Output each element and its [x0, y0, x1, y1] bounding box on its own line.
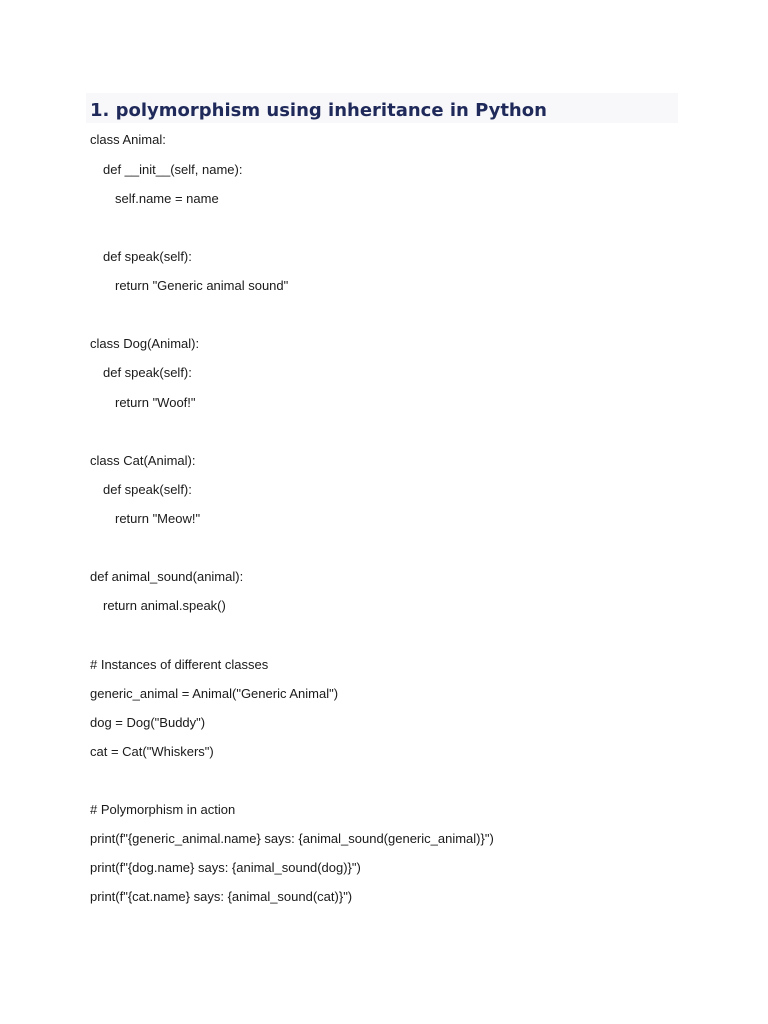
code-line: print(f"{generic_animal.name} says: {animal_sound(generic_animal)}")	[90, 831, 494, 846]
code-line: def animal_sound(animal):	[90, 569, 244, 584]
code-line: def speak(self):	[103, 482, 192, 497]
code-line: print(f"{cat.name} says: {animal_sound(cat)}")	[90, 889, 353, 904]
code-line: # Polymorphism in action	[90, 802, 236, 817]
code-line: return animal.speak()	[103, 598, 226, 613]
code-line: dog = Dog("Buddy")	[90, 715, 206, 730]
code-line: return "Meow!"	[115, 511, 201, 526]
code-line: class Animal:	[90, 132, 166, 147]
code-line: print(f"{dog.name} says: {animal_sound(dog)}")	[90, 860, 361, 875]
code-line: # Instances of different classes	[90, 657, 269, 672]
code-line: def __init__(self, name):	[103, 162, 243, 177]
code-line: self.name = name	[115, 191, 219, 206]
code-line: class Dog(Animal):	[90, 336, 200, 351]
code-line: class Cat(Animal):	[90, 453, 196, 468]
page-title: 1. polymorphism using inheritance in Python	[90, 100, 547, 121]
code-line: generic_animal = Animal("Generic Animal")	[90, 686, 339, 701]
code-line: return "Woof!"	[115, 395, 196, 410]
code-line: def speak(self):	[103, 249, 192, 264]
code-line: return "Generic animal sound"	[115, 278, 289, 293]
code-line: def speak(self):	[103, 365, 192, 380]
code-line: cat = Cat("Whiskers")	[90, 744, 214, 759]
